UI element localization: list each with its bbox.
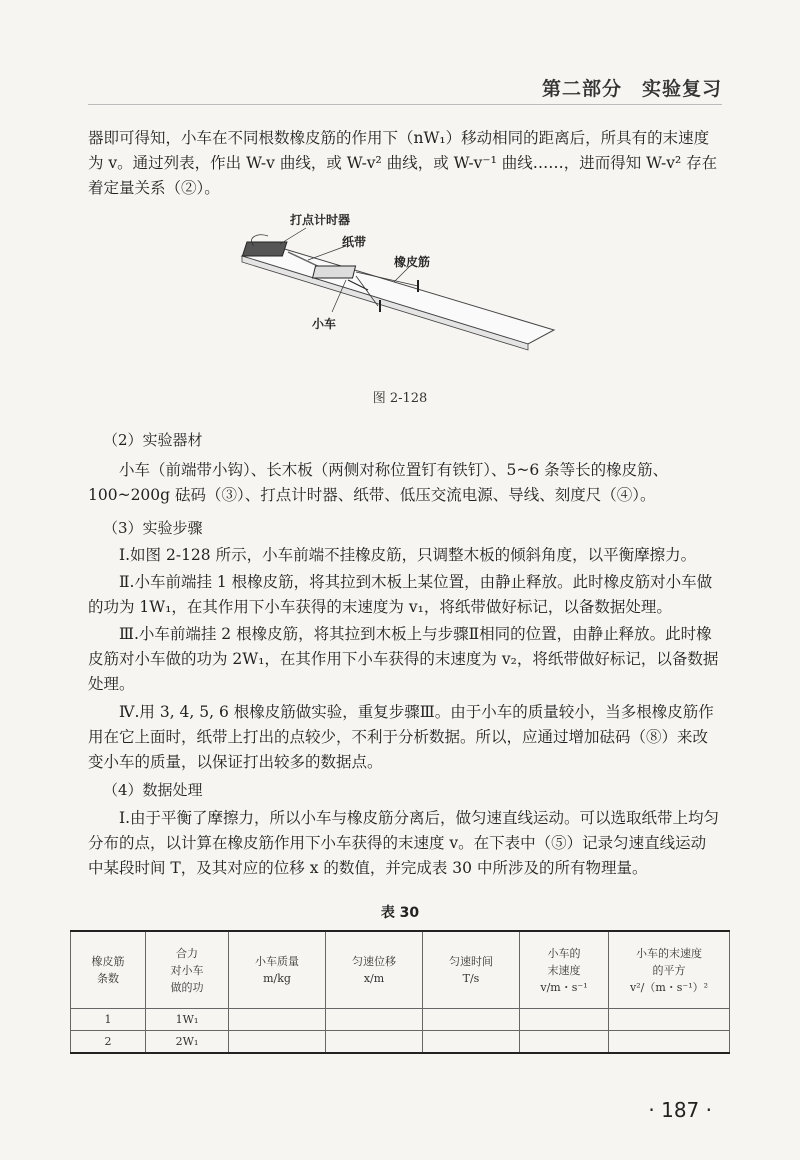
table-cell: 1 <box>71 1009 146 1031</box>
cart-body <box>313 266 356 278</box>
table-header-row <box>71 931 730 1009</box>
table-cell <box>609 1009 730 1031</box>
header-cell: 匀速时间 T/s <box>423 931 520 1009</box>
table-row <box>71 1031 730 1054</box>
table-cell: 2W₁ <box>146 1031 229 1054</box>
section-materials-title: （2）实验器材 <box>103 431 203 449</box>
table-row <box>71 1009 730 1031</box>
table-cell <box>326 1009 423 1031</box>
header-cell: 小车的 末速度 v/m・s⁻¹ <box>520 931 609 1009</box>
step-2: Ⅱ.小车前端挂 1 根橡皮筋，将其拉到木板上某位置，由静止释放。此时橡皮筋对小车做的功为 1W₁，在其作用下小车获得的末速度为 v₁，将纸带做好标记，以备数据处理。 <box>88 573 713 616</box>
experiment-figure <box>228 208 558 378</box>
table-cell <box>229 1009 326 1031</box>
label-timer: 打点计时器 <box>290 213 351 227</box>
table-cell <box>609 1031 730 1054</box>
data-table <box>70 930 730 1054</box>
header-rule <box>88 104 722 105</box>
header-cell: 匀速位移 x/m <box>326 931 423 1009</box>
table-cell <box>326 1031 423 1054</box>
table-title: 表 30 <box>380 905 420 921</box>
materials-paragraph: 小车（前端带小钩）、长木板（两侧对称位置钉有铁钉）、5~6 条等长的橡皮筋、100~200g 砝码（③）、打点计时器、纸带、低压交流电源、导线、刻度尺（④）。 <box>88 461 669 504</box>
tape-leader <box>308 246 346 260</box>
section-steps-title: （3）实验步骤 <box>103 519 203 537</box>
table-cell <box>423 1009 520 1031</box>
section-data-title: （4）数据处理 <box>103 781 203 799</box>
apparatus-diagram <box>228 208 558 378</box>
table-cell <box>520 1009 609 1031</box>
data-paragraph: Ⅰ.由于平衡了摩擦力，所以小车与橡皮筋分离后，做匀速直线运动。可以选取纸带上均匀分布的点，以计算在橡皮筋作用下小车获得的末速度 v。在下表中（⑤）记录匀速直线运动中某段时间 T，及其对应的位移 x 的数值，并完成表 30 中所涉及的所有物理量。 <box>88 809 720 877</box>
table-cell: 2 <box>71 1031 146 1054</box>
board-edge <box>242 256 528 350</box>
page-number: · 187 · <box>648 1098 712 1122</box>
step-4: Ⅳ.用 3, 4, 5, 6 根橡皮筋做实验，重复步骤Ⅲ。由于小车的质量较小，当多根橡皮筋作用在它上面时，纸带上打出的点较少，不利于分析数据。所以，应通过增加砝码（⑧）来改变小车的质量，以保证打出较多的数据点。 <box>88 703 714 771</box>
table-cell <box>229 1031 326 1054</box>
header-cell: 合力 对小车 做的功 <box>146 931 229 1009</box>
header-cell: 小车质量 m/kg <box>229 931 326 1009</box>
table-cell <box>423 1031 520 1054</box>
label-tape: 纸带 <box>342 235 367 249</box>
header-cell: 小车的末速度 的平方 v²/（m・s⁻¹）² <box>609 931 730 1009</box>
timer-leader <box>280 228 306 244</box>
running-header: 第二部分 实验复习 <box>541 78 722 100</box>
intro-paragraph: 器即可得知，小车在不同根数橡皮筋的作用下（nW₁）移动相同的距离后，所具有的末速度为 v。通过列表，作出 W-v 曲线，或 W-v² 曲线，或 W-v⁻¹ 曲线……，进而得知 W-v² 存在着定量关系（②）。 <box>88 129 718 197</box>
step-1: Ⅰ.如图 2-128 所示，小车前端不挂橡皮筋，只调整木板的倾斜角度，以平衡摩擦力。 <box>119 546 697 564</box>
table-cell: 1W₁ <box>146 1009 229 1031</box>
table-cell <box>520 1031 609 1054</box>
label-rubber: 橡皮筋 <box>394 255 431 269</box>
header-cell: 橡皮筋 条数 <box>71 931 146 1009</box>
label-cart: 小车 <box>312 317 337 331</box>
figure-caption: 图 2-128 <box>372 391 428 406</box>
step-3: Ⅲ.小车前端挂 2 根橡皮筋，将其拉到木板上与步骤Ⅱ相同的位置，由静止释放。此时橡皮筋对小车做的功为 2W₁，在其作用下小车获得的末速度为 v₂，将纸带做好标记，以备数据处理。 <box>88 625 719 693</box>
